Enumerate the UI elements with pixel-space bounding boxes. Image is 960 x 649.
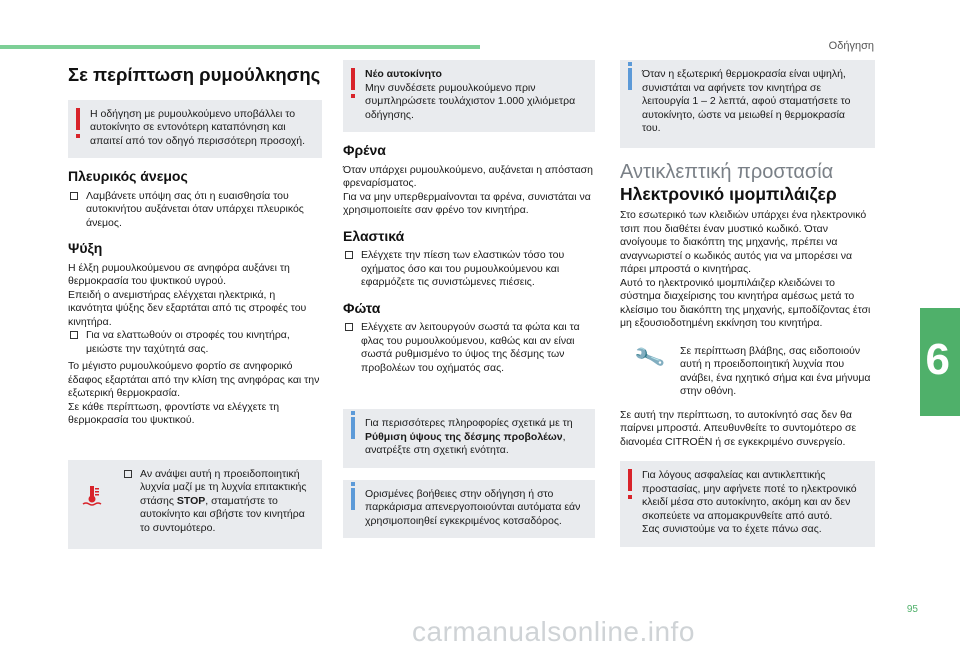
column-right bbox=[620, 60, 875, 555]
list-item-text: Για να ελαττωθούν οι στροφές του κινητήρα, μειώστε την ταχύτητά σας. bbox=[86, 329, 290, 355]
heading-cooling: Ψύξη bbox=[68, 240, 103, 256]
list-item bbox=[68, 190, 322, 231]
paragraph: Για να μην υπερθερμαίνονται τα φρένα, συνιστάται να χρησιμοποιείτε σαν φρένο τον κινητήρα. bbox=[343, 190, 591, 216]
list-item-text: , σταματήστε το αυτοκίνητο και σβήστε τον κινητήρα το συντομότερο. bbox=[140, 494, 305, 534]
warning-text: Η οδήγηση με ρυμουλκούμενο υποβάλλει το αυτοκίνητο σε εντονότερη καταπόνηση και απαιτεί από τον οδηγό περισσότερη προσοχή. bbox=[90, 107, 306, 147]
list-item bbox=[343, 249, 595, 290]
warning-box-key bbox=[620, 461, 875, 547]
paragraph: Το μέγιστο ρυμουλκούμενο φορτίο σε ανηφορικό έδαφος εξαρτάται από την κλίση της ανηφόρας και την εξωτερική θερμοκρασία. bbox=[68, 360, 320, 399]
list-item-text: Ελέγχετε την πίεση των ελαστικών τόσο του οχήματος όσο και του ρυμουλκούμενου και εφαρμόζετε τις συνιστώμενες πιέσεις. bbox=[361, 249, 565, 288]
checkbox-icon bbox=[345, 251, 353, 259]
info-text: Για περισσότερες πληροφορίες σχετικά με τη bbox=[365, 417, 573, 429]
list-item bbox=[122, 468, 312, 536]
warning-text: Για λόγους ασφαλείας και αντικλεπτικής προστασίας, μην αφήνετε ποτέ το ηλεκτρονικό κλειδί μέσα στο αυτοκίνητο, ακόμη και αν δεν σκοπεύετε να απομακρυνθείτε από αυτό. bbox=[642, 469, 857, 522]
warning-icon bbox=[351, 68, 355, 90]
checkbox-icon bbox=[70, 331, 78, 339]
heading-tyres: Ελαστικά bbox=[343, 227, 405, 244]
checkbox-icon bbox=[345, 323, 353, 331]
new-car-title: Νέο αυτοκίνητο bbox=[365, 68, 442, 80]
info-icon bbox=[628, 68, 632, 90]
new-car-text: Μην συνδέσετε ρυμουλκούμενο πριν συμπληρώσετε τουλάχιστον 1.000 χιλιόμετρα οδήγησης. bbox=[365, 81, 576, 121]
paragraph: Σε κάθε περίπτωση, φροντίστε να ελέγχετε τη θερμοκρασία του ψυκτικού. bbox=[68, 400, 280, 426]
heading-immobiliser: Ηλεκτρονικό ιμομπιλάιζερ bbox=[620, 183, 837, 204]
warning-icon bbox=[76, 108, 80, 130]
coolant-temperature-icon bbox=[81, 484, 103, 506]
stop-label: STOP bbox=[176, 494, 206, 507]
page-number: 95 bbox=[906, 604, 918, 615]
info-reference: Ρύθμιση ύψους της δέσμης προβολέων bbox=[365, 430, 563, 443]
warning-box-towing bbox=[68, 100, 322, 159]
paragraph: Η έλξη ρυμουλκούμενου σε ανηφόρα αυξάνει τη θερμοκρασία του ψυκτικού υγρού. bbox=[68, 261, 290, 287]
watermark: carmanualsonline.info bbox=[412, 616, 695, 647]
heading-crosswind: Πλευρικός άνεμος bbox=[68, 168, 188, 184]
list-item bbox=[68, 329, 322, 356]
heading-lights: Φώτα bbox=[343, 299, 381, 316]
column-middle bbox=[343, 60, 595, 546]
info-text: Ορισμένες βοήθειες στην οδήγηση ή στο παρκάρισμα απενεργοποιούνται αυτόματα εάν χρησιμοποιηθεί εγκεκριμένος κοτσαδόρος. bbox=[365, 487, 581, 527]
paragraph: Όταν υπάρχει ρυμουλκούμενο, αυξάνεται η απόσταση φρεναρίσματος. bbox=[343, 163, 593, 189]
paragraph: Αυτό το ηλεκτρονικό ιμομπιλάιζερ κλειδώνει το σύστημα διαχείρισης του κινητήρα αμέσως μετά το κλείσιμο του διακόπτη της μηχανής, εμποδίζοντας έτσι μη εξουσιοδοτημένη εκκίνηση του κινητήρα. bbox=[620, 276, 871, 329]
heading-theft-protection: Αντικλεπτική προστασία bbox=[620, 161, 834, 183]
info-icon bbox=[351, 417, 355, 439]
warning-icon bbox=[628, 469, 632, 491]
paragraph: Στο εσωτερικό των κλειδιών υπάρχει ένα ηλεκτρονικό τσιπ που διαθέτει έναν μυστικό κωδικό. Όταν ανοίγουμε το διακόπτη της μηχανής, πρέπει να αναγνωριστεί ο κωδικός αυτός για να μπορέσει να πάρει μπροστά ο κινητήρας. bbox=[620, 209, 867, 275]
page-title: Σε περίπτωση ρυμούλκησης bbox=[68, 64, 321, 85]
info-icon bbox=[351, 488, 355, 510]
warning-text: Σας συνιστούμε να το έχετε πάνω σας. bbox=[642, 523, 822, 535]
wrench-icon: 🔧 bbox=[632, 340, 668, 374]
section-label: Οδήγηση bbox=[828, 40, 874, 52]
header-accent-bar bbox=[0, 45, 480, 49]
warning-box-new-car bbox=[343, 60, 595, 132]
paragraph: Σε αυτή την περίπτωση, το αυτοκίνητό σας δεν θα παίρνει μπροστά. Απευθυνθείτε το συντομότερο σε διανομέα CITROËN ή σε εγκεκριμένο συνεργείο. bbox=[620, 408, 857, 448]
list-item-text: Αν ανάψει αυτή η προειδοποιητική λυχνία μαζί με τη λυχνία επιτακτικής στάσης bbox=[140, 467, 307, 507]
heading-brakes: Φρένα bbox=[343, 142, 386, 158]
coolant-warning-box bbox=[68, 460, 322, 550]
checkbox-icon bbox=[124, 470, 132, 478]
list-item-text: Ελέγχετε αν λειτουργούν σωστά τα φώτα και τα φλας του ρυμουλκούμενου, καθώς και αν είναι σωστά ρυθμισμένο το ύψος της δέσμης των προβολέων του οχήματός σας. bbox=[361, 321, 580, 374]
info-box-headlamp bbox=[343, 409, 595, 468]
fault-text: Σε περίπτωση βλάβης, σας ειδοποιούν αυτή η προειδοποιητική λυχνία που ανάβει, ένα ηχητικό σήμα και ένα μήνυμα στην οθόνη. bbox=[680, 344, 871, 397]
list-item-text: Λαμβάνετε υπόψη σας ότι η ευαισθησία του αυτοκινήτου αυξάνεται όταν υπάρχει πλευρικός άνεμος. bbox=[86, 189, 304, 229]
info-box-temperature bbox=[620, 60, 875, 148]
list-item bbox=[343, 321, 595, 375]
info-text: Όταν η εξωτερική θερμοκρασία είναι υψηλή, συνιστάται να αφήνετε τον κινητήρα σε λειτουργία 1 – 2 λεπτά, αφού σταματήσετε το αυτοκίνητο, ώστε να μειωθεί η θερμοκρασία του. bbox=[642, 68, 851, 134]
info-box-assist bbox=[343, 480, 595, 539]
chapter-number: 6 bbox=[925, 335, 950, 384]
paragraph: Επειδή ο ανεμιστήρας ελέγχεται ηλεκτρικά, η ικανότητα ψύξης δεν εξαρτάται από τις στροφές του κινητήρα. bbox=[68, 288, 307, 328]
checkbox-icon bbox=[70, 192, 78, 200]
column-left bbox=[68, 60, 322, 557]
info-text: , ανατρέξτε στη σχετική ενότητα. bbox=[365, 430, 566, 456]
